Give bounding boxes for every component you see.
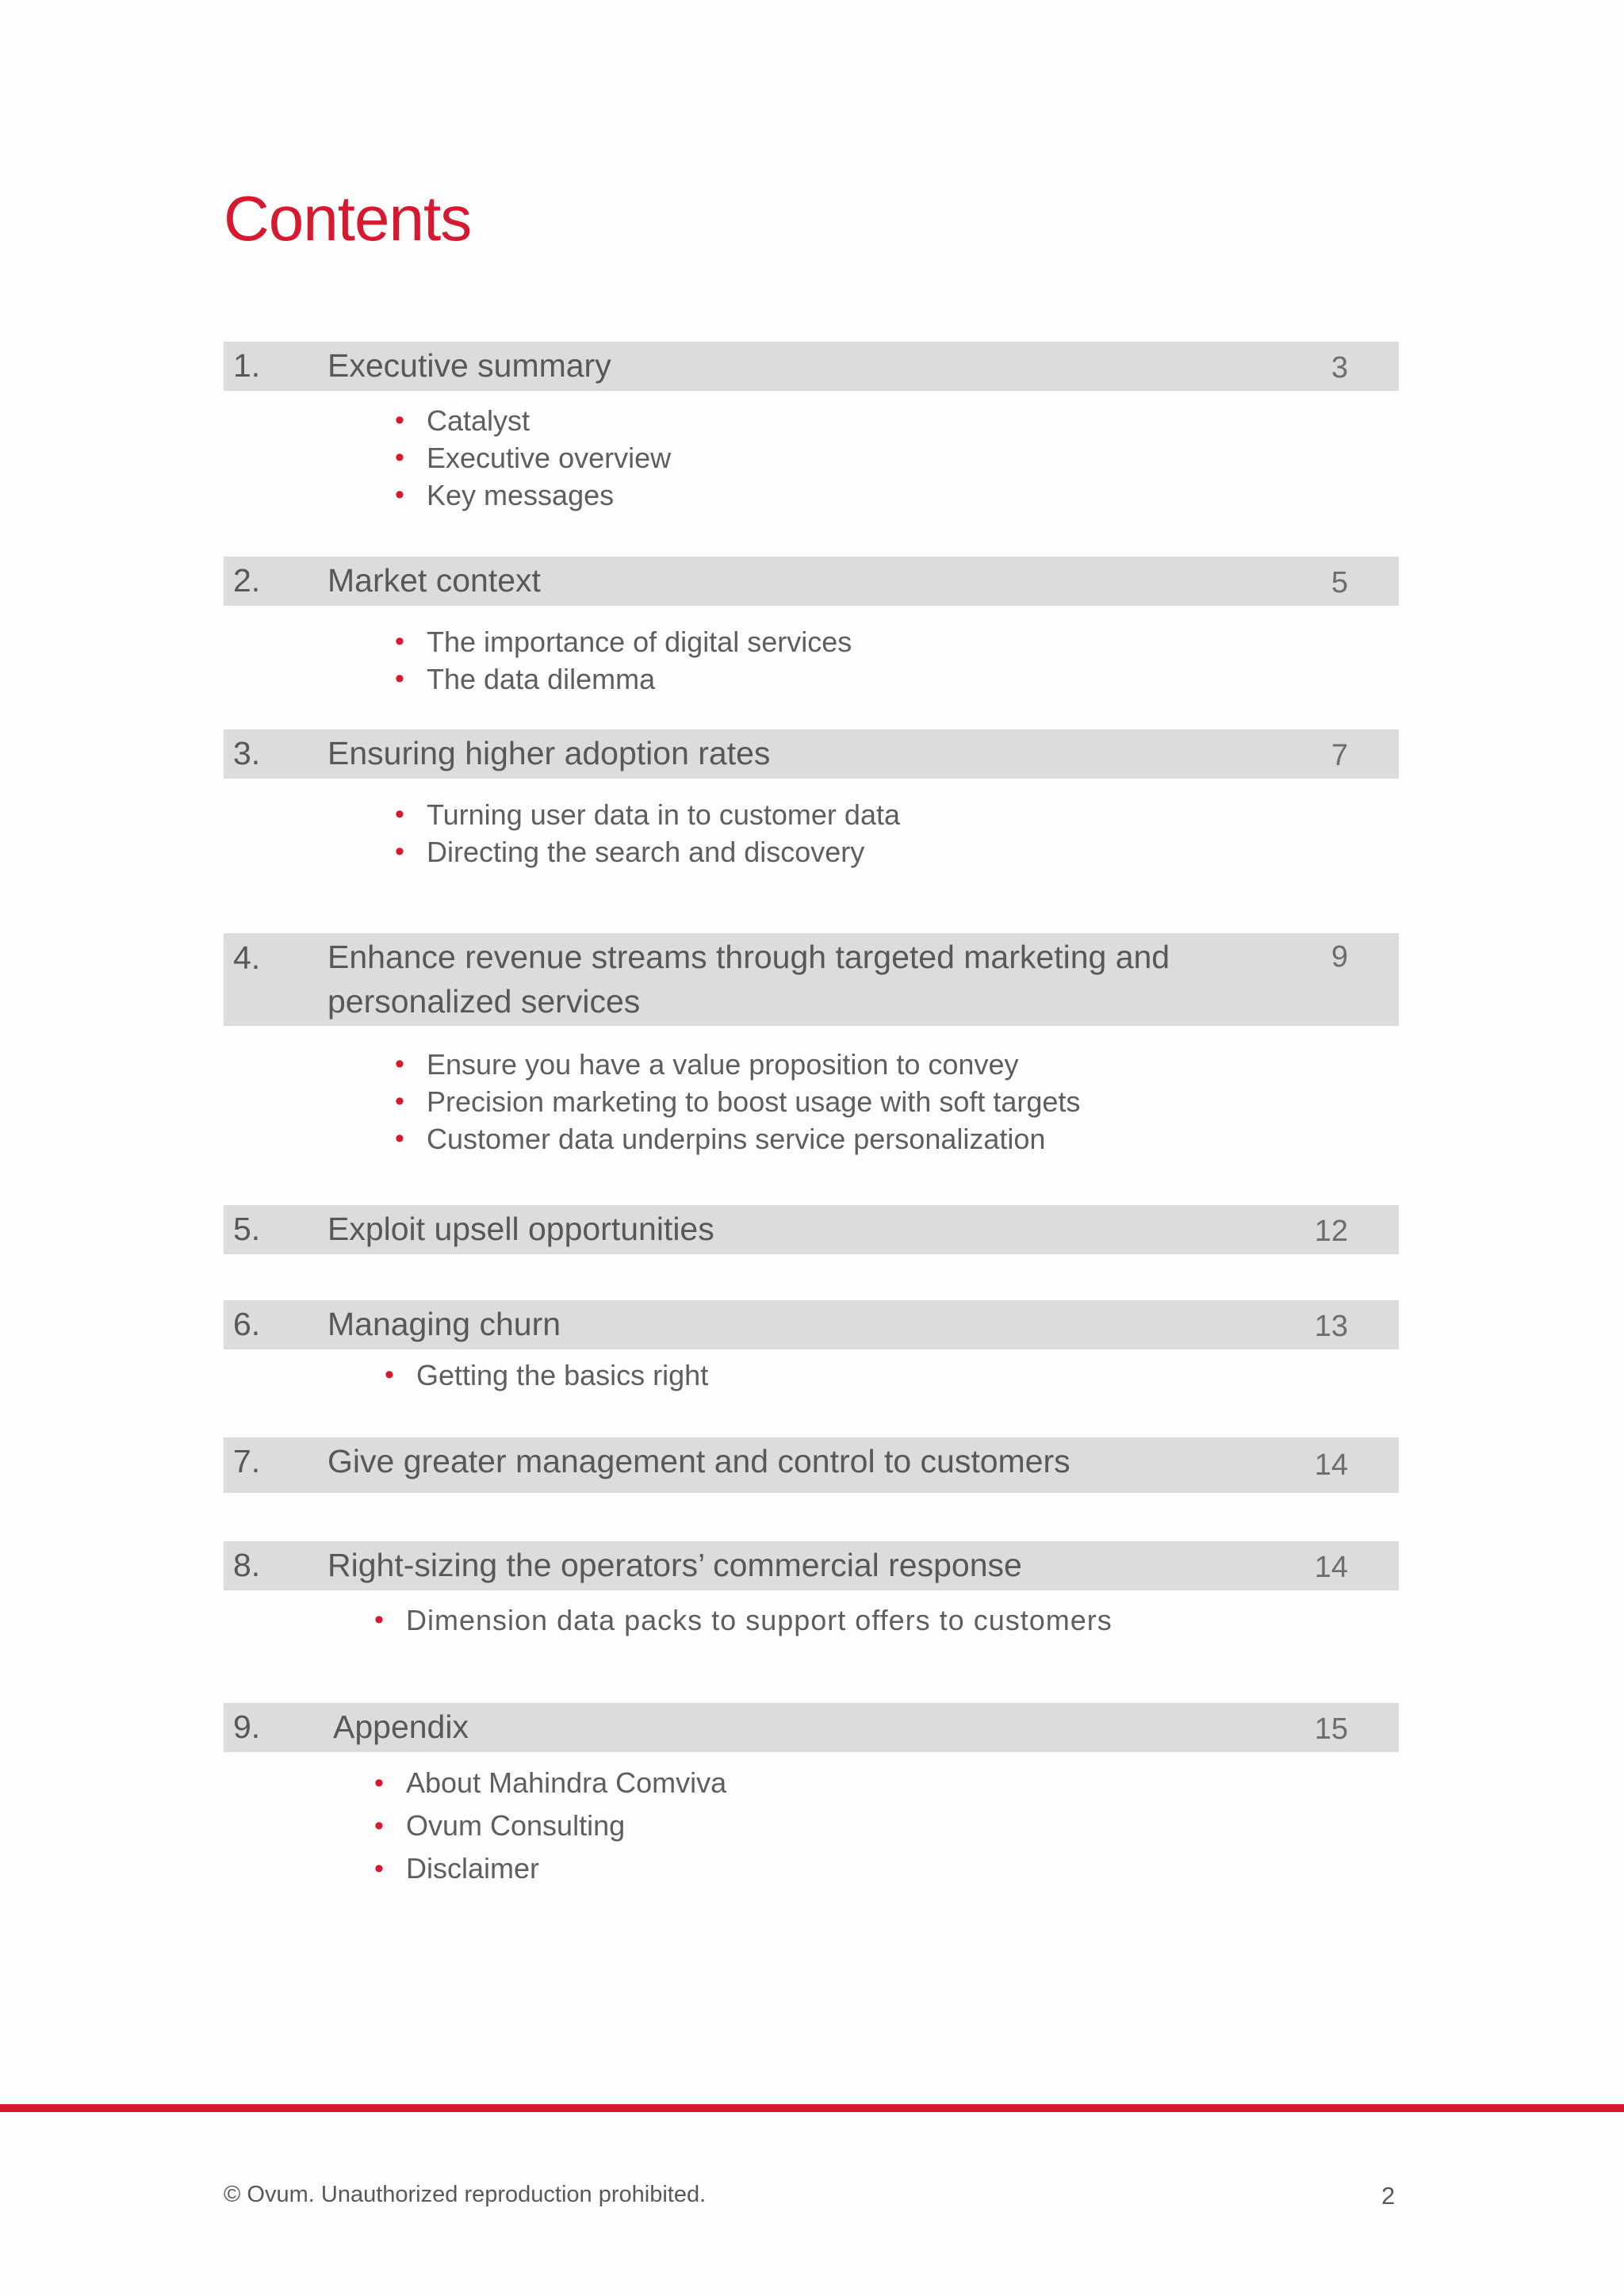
- footer-page-number: 2: [1381, 2182, 1396, 2210]
- sub-item[interactable]: • Directing the search and discovery: [395, 833, 900, 871]
- section-number: 5.: [233, 1211, 261, 1247]
- footer-divider: [0, 2104, 1624, 2112]
- section-title[interactable]: Give greater management and control to customers: [327, 1443, 1071, 1479]
- sub-item[interactable]: • About Mahindra Comviva: [374, 1762, 726, 1804]
- bullet-icon: •: [395, 664, 404, 694]
- bullet-icon: •: [395, 1049, 404, 1079]
- section-number: 6.: [233, 1306, 261, 1342]
- sub-item[interactable]: • Getting the basics right: [385, 1357, 708, 1394]
- toc-section-3[interactable]: [224, 729, 1399, 779]
- section-8-subitems: [374, 1601, 1113, 1639]
- bullet-icon: •: [374, 1854, 384, 1884]
- section-number: 8.: [233, 1547, 261, 1583]
- bullet-icon: •: [395, 405, 404, 435]
- section-1-subitems: [395, 402, 671, 514]
- section-title[interactable]: Managing churn: [327, 1306, 561, 1342]
- section-page-number: 5: [1331, 566, 1348, 599]
- bullet-icon: •: [385, 1360, 394, 1390]
- section-number: 4.: [233, 939, 261, 976]
- bullet-icon: •: [374, 1605, 385, 1635]
- sub-item[interactable]: • Customer data underpins service personalization: [395, 1120, 1080, 1158]
- section-title[interactable]: Ensuring higher adoption rates: [327, 735, 771, 771]
- page-title: Contents: [224, 183, 472, 254]
- section-page-number: 14: [1314, 1551, 1348, 1584]
- sub-item[interactable]: • Precision marketing to boost usage with soft targets: [395, 1083, 1080, 1120]
- section-number: 7.: [233, 1443, 261, 1479]
- section-title[interactable]: Right-sizing the operators’ commercial response: [327, 1547, 1022, 1583]
- sub-item[interactable]: • Catalyst: [395, 402, 671, 439]
- section-page-number: 14: [1314, 1448, 1348, 1482]
- toc-section-6[interactable]: [224, 1300, 1399, 1349]
- sub-item[interactable]: • Disclaimer: [374, 1847, 726, 1890]
- section-title[interactable]: Enhance revenue streams through targeted marketing and personalized services: [327, 939, 1170, 1020]
- sub-item[interactable]: • Ensure you have a value proposition to convey: [395, 1046, 1080, 1083]
- sub-item[interactable]: • Executive overview: [395, 439, 671, 476]
- bullet-icon: •: [395, 836, 404, 867]
- toc-section-2[interactable]: [224, 557, 1399, 606]
- bullet-icon: •: [374, 1768, 384, 1798]
- sub-item[interactable]: • Ovum Consulting: [374, 1804, 726, 1847]
- toc-section-9[interactable]: [224, 1703, 1399, 1752]
- section-title[interactable]: Market context: [327, 562, 541, 599]
- sub-item[interactable]: • Turning user data in to customer data: [395, 796, 900, 833]
- section-number: 1.: [233, 347, 261, 384]
- toc-section-5[interactable]: [224, 1205, 1399, 1254]
- section-page-number: 15: [1314, 1712, 1348, 1746]
- bullet-icon: •: [395, 1086, 404, 1116]
- toc-section-1[interactable]: [224, 342, 1399, 391]
- sub-item[interactable]: • Dimension data packs to support offers to customers: [374, 1601, 1113, 1639]
- section-page-number: 13: [1314, 1310, 1348, 1343]
- section-3-subitems: [395, 796, 900, 871]
- bullet-icon: •: [395, 626, 404, 656]
- toc-section-7[interactable]: [224, 1437, 1399, 1493]
- section-title[interactable]: Exploit upsell opportunities: [327, 1211, 714, 1247]
- section-number: 3.: [233, 735, 261, 771]
- section-2-subitems: [395, 623, 852, 698]
- section-4-subitems: [395, 1046, 1080, 1158]
- sub-item[interactable]: • The data dilemma: [395, 660, 852, 698]
- section-number: 2.: [233, 562, 261, 599]
- section-number: 9.: [233, 1709, 261, 1745]
- section-9-subitems: [374, 1762, 726, 1890]
- section-page-number: 3: [1331, 351, 1348, 385]
- bullet-icon: •: [395, 1123, 404, 1154]
- section-6-subitems: [385, 1357, 708, 1394]
- toc-section-4[interactable]: [224, 933, 1399, 1026]
- section-page-number: 7: [1331, 739, 1348, 772]
- section-page-number: 12: [1314, 1215, 1348, 1248]
- footer-copyright: © Ovum. Unauthorized reproduction prohibited.: [224, 2182, 707, 2207]
- section-page-number: 9: [1331, 940, 1348, 974]
- section-title[interactable]: Executive summary: [327, 347, 611, 384]
- bullet-icon: •: [374, 1811, 384, 1841]
- bullet-icon: •: [395, 799, 404, 829]
- bullet-icon: •: [395, 442, 404, 473]
- sub-item[interactable]: • Key messages: [395, 476, 671, 514]
- bullet-icon: •: [395, 480, 404, 510]
- toc-section-8[interactable]: [224, 1541, 1399, 1590]
- sub-item[interactable]: • The importance of digital services: [395, 623, 852, 660]
- section-title[interactable]: Appendix: [333, 1709, 469, 1745]
